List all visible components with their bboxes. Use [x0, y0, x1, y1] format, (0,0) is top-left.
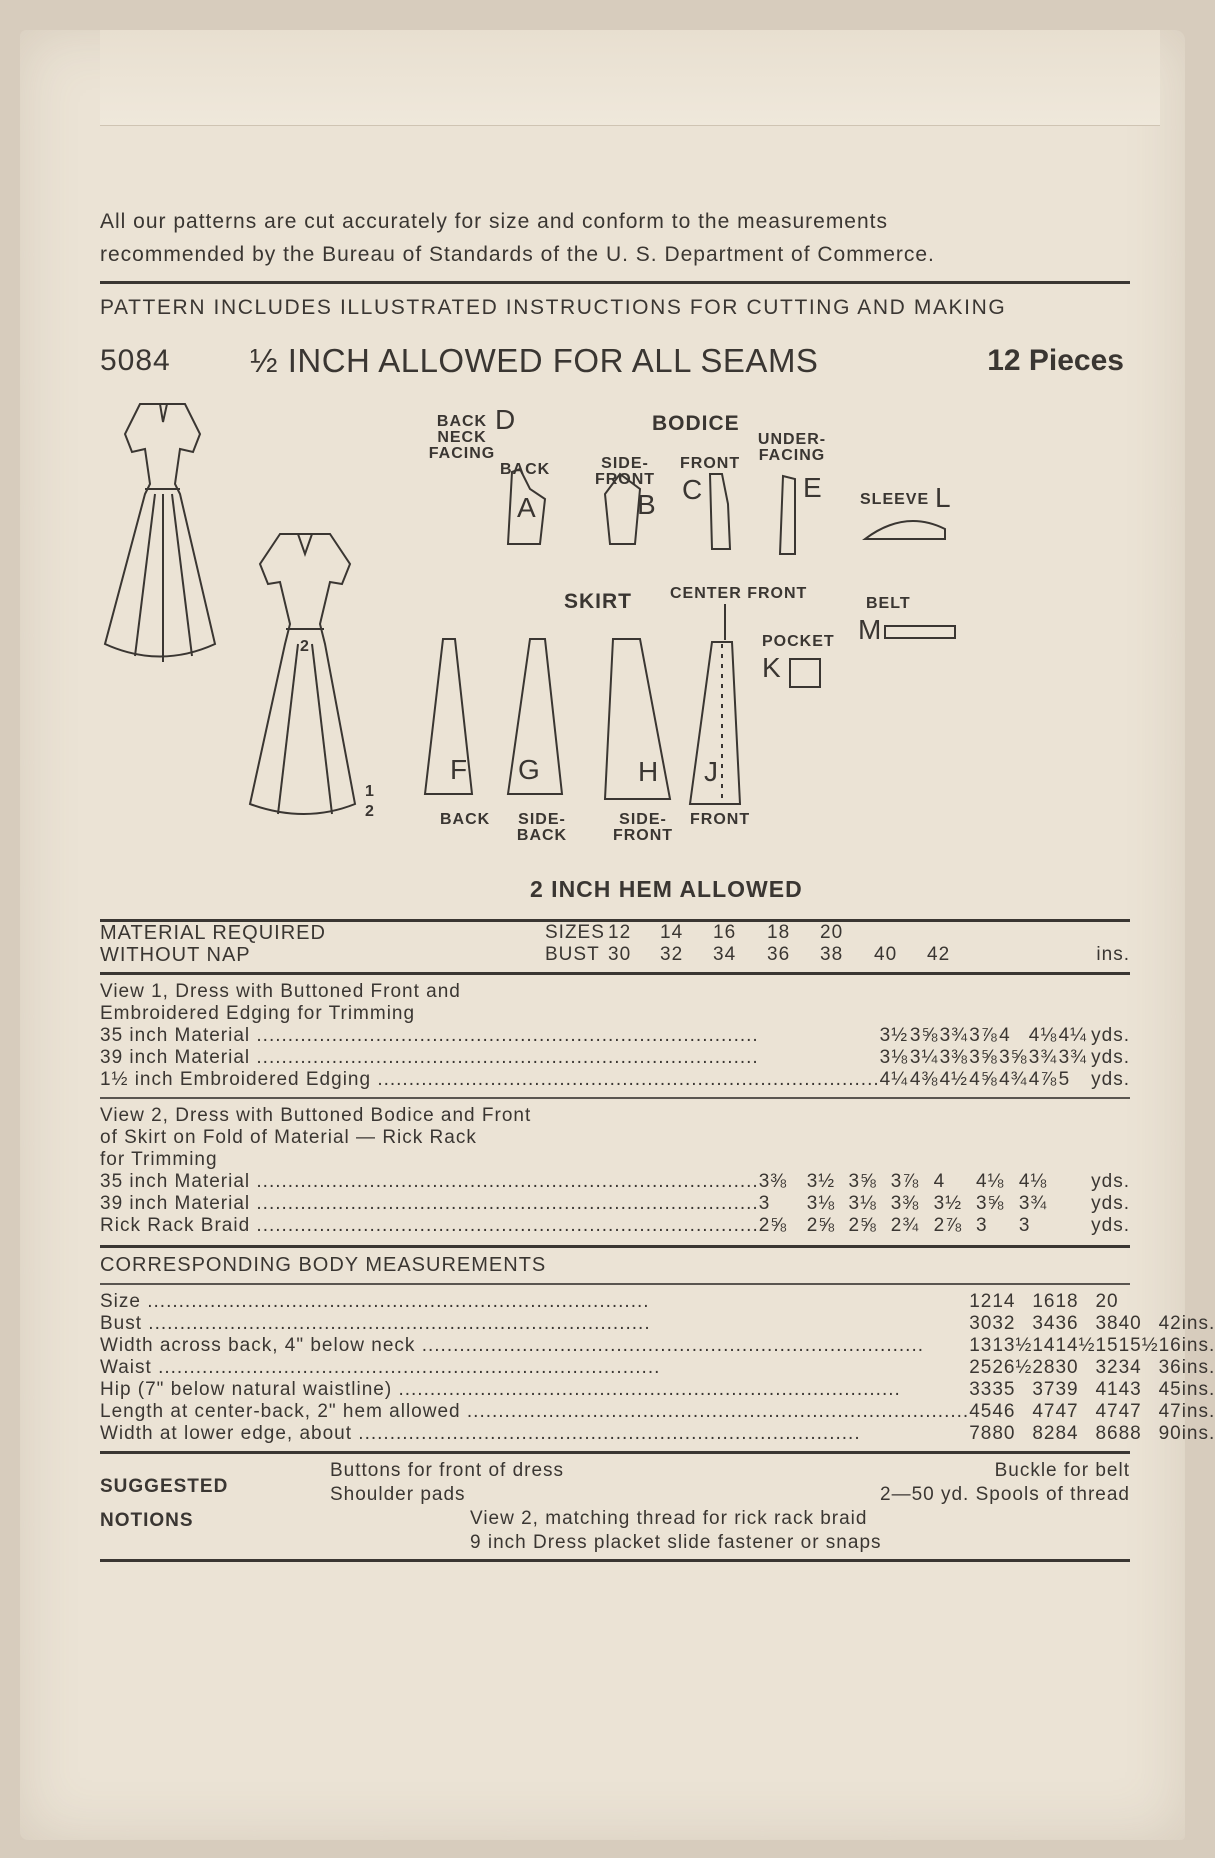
bust-34: 34: [713, 944, 737, 965]
skirt-back-letter: F: [450, 754, 468, 785]
unit-cell: ins.: [1181, 1335, 1215, 1356]
value-cell: 3¾: [1028, 1047, 1058, 1068]
unit-cell: yds.: [1091, 1193, 1130, 1214]
row-label: Bust ................................................................................: [100, 1313, 651, 1334]
unit-cell: yds.: [1091, 1025, 1130, 1046]
unit-cell: ins.: [1181, 1401, 1215, 1422]
view1-desc-line-1: View 1, Dress with Buttoned Front and: [100, 981, 461, 1002]
material-title-2: WITHOUT NAP: [100, 944, 251, 966]
view1-material-table: [100, 1025, 1130, 1091]
value-cell: 4⅛: [975, 1171, 1005, 1192]
measurement-row: [100, 1423, 1215, 1445]
divider: [100, 972, 1130, 975]
value-cell: 82: [1032, 1423, 1056, 1444]
dress-view-1-figure: [250, 534, 355, 814]
material-row: [100, 1171, 1130, 1193]
measurement-row: [100, 1335, 1215, 1357]
value-cell: 4: [933, 1171, 946, 1192]
unit-cell: ins.: [1181, 1357, 1215, 1378]
value-cell: 30: [1055, 1357, 1079, 1378]
value-cell: 2⅝: [848, 1215, 877, 1236]
unit-cell: [1182, 1291, 1215, 1313]
measurement-row: [100, 1401, 1215, 1423]
value-cell: 32: [1095, 1357, 1119, 1378]
view2-description: [100, 1105, 1130, 1171]
measurement-row: [100, 1357, 1215, 1379]
value-cell: 40: [1118, 1313, 1142, 1334]
value-cell: [1119, 1291, 1159, 1313]
value-12: 33: [969, 1379, 993, 1400]
value-cell: 4¼: [1058, 1025, 1087, 1046]
row-label: Size ................................................................................: [100, 1291, 650, 1312]
bust-42: 42: [927, 944, 951, 965]
value-cell: 14½: [1055, 1335, 1096, 1356]
divider: [100, 1245, 1130, 1248]
underfacing-label: UNDER- FACING: [757, 431, 827, 464]
skirt-label: SKIRT: [564, 590, 632, 613]
pocket-piece: [790, 659, 820, 687]
value-12: 30: [969, 1313, 993, 1334]
size-12: 12: [608, 922, 632, 943]
material-row: [100, 1069, 1130, 1091]
view2-desc-line-3: for Trimming: [100, 1149, 218, 1170]
notion-thread-spools: 2—50 yd. Spools of thread: [880, 1484, 1130, 1505]
value-cell: 43: [1118, 1379, 1142, 1400]
unit-cell: yds.: [1091, 1171, 1130, 1192]
value-cell: 47: [1095, 1401, 1119, 1422]
suggested-notions: [100, 1454, 1130, 1559]
value-cell: 2⅞: [933, 1215, 963, 1236]
divider: [100, 281, 1130, 284]
dress-view-2-figure: [105, 404, 215, 662]
notion-fastener: 9 inch Dress placket slide fastener or snaps: [470, 1532, 882, 1553]
value-12: 3⅛: [879, 1047, 909, 1068]
intro-line-1: All our patterns are cut accurately for size and conform to the measurements: [100, 210, 889, 233]
value-cell: 45: [1158, 1379, 1182, 1400]
value-cell: 36: [1055, 1313, 1079, 1334]
sleeve-piece: [865, 521, 945, 539]
pattern-number: 5084: [100, 344, 171, 377]
value-cell: 3⅝: [848, 1171, 877, 1192]
unit-cell: ins.: [1181, 1313, 1215, 1334]
skirt-front-label: FRONT: [690, 811, 751, 828]
row-label: 35 inch Material ................................................................................: [100, 1171, 759, 1192]
value-cell: 16: [1158, 1335, 1182, 1356]
row-label: Rick Rack Braid ................................................................................: [100, 1215, 759, 1236]
body-measurements-table: [100, 1291, 1215, 1445]
size-20: 20: [820, 922, 844, 943]
value-12: 3: [758, 1193, 771, 1214]
value-cell: 26½: [992, 1357, 1033, 1378]
value-12: 12: [969, 1291, 993, 1312]
value-cell: 4⅞: [1028, 1069, 1058, 1090]
notions-title-2: NOTIONS: [100, 1510, 194, 1531]
sizes-label: SIZES: [545, 922, 605, 943]
skirt-back-label: BACK: [440, 811, 491, 828]
value-12: 78: [969, 1423, 993, 1444]
value-12: 45: [969, 1401, 993, 1422]
pocket-letter: K: [762, 652, 781, 683]
back-letter: A: [517, 492, 536, 523]
notion-shoulder-pads: Shoulder pads: [330, 1484, 466, 1505]
notion-buttons: Buttons for front of dress: [330, 1460, 565, 1481]
includes-line: PATTERN INCLUDES ILLUSTRATED INSTRUCTIONS FOR CUTTING AND MAKING: [100, 296, 1007, 319]
value-cell: 3⅞: [890, 1171, 920, 1192]
row-label: Hip (7" below natural waistline) ................................................................................: [100, 1379, 901, 1400]
measurement-row: [100, 1379, 1215, 1401]
value-cell: 2¾: [890, 1215, 920, 1236]
seam-allowance: ½ INCH ALLOWED FOR ALL SEAMS: [250, 342, 819, 379]
view1-desc-line-2: Embroidered Edging for Trimming: [100, 1003, 416, 1024]
divider: [100, 1283, 1130, 1285]
skirt-front-letter: J: [704, 756, 718, 787]
bust-40: 40: [874, 944, 898, 965]
size-18: 18: [767, 922, 791, 943]
value-12: 2⅝: [758, 1215, 788, 1236]
value-cell: 34: [1118, 1357, 1142, 1378]
measurement-row: [100, 1313, 1215, 1335]
view-label-2-top: 2: [300, 638, 310, 655]
value-cell: 16: [1032, 1291, 1056, 1312]
material-title-1: MATERIAL REQUIRED: [100, 922, 326, 944]
value-cell: 4⅝: [969, 1069, 998, 1090]
value-cell: 18: [1055, 1291, 1079, 1312]
belt-label: BELT: [866, 595, 911, 612]
value-cell: 14: [992, 1291, 1016, 1312]
size-14: 14: [660, 922, 684, 943]
view1-description: [100, 981, 1130, 1025]
value-cell: 46: [992, 1401, 1016, 1422]
front-piece: [710, 474, 730, 549]
value-cell: 38: [1095, 1313, 1119, 1334]
piece-count: 12 Pieces: [987, 344, 1124, 377]
value-cell: 5: [1058, 1069, 1071, 1090]
value-cell: 84: [1055, 1423, 1079, 1444]
center-front-label: CENTER FRONT: [670, 585, 808, 602]
value-cell: 3¼: [909, 1047, 939, 1068]
value-cell: 47: [1118, 1401, 1142, 1422]
value-12: 25: [969, 1357, 993, 1378]
material-row: [100, 1193, 1130, 1215]
belt-piece: [885, 626, 955, 638]
underfacing-letter: E: [803, 472, 822, 503]
value-cell: 3⅛: [806, 1193, 836, 1214]
intro-line-2: recommended by the Bureau of Standards of the U. S. Department of Commerce.: [100, 243, 935, 266]
bust-label: BUST: [545, 944, 600, 965]
sleeve-letter: L: [935, 482, 951, 513]
bodice-label: BODICE: [652, 412, 740, 435]
side-front-letter: B: [637, 489, 656, 520]
value-cell: 14: [1032, 1335, 1056, 1356]
value-cell: 20: [1095, 1291, 1119, 1312]
value-cell: 3¾: [1018, 1193, 1048, 1214]
unit-cell: yds.: [1091, 1215, 1130, 1236]
value-cell: 39: [1055, 1379, 1079, 1400]
value-cell: 3⅜: [890, 1193, 920, 1214]
hem-allowance: 2 INCH HEM ALLOWED: [530, 876, 803, 902]
row-label: Width across back, 4" below neck ................................................................................: [100, 1335, 925, 1356]
value-cell: 47: [1055, 1401, 1079, 1422]
material-row: [100, 1047, 1130, 1069]
value-cell: 4½: [939, 1069, 968, 1090]
value-cell: 3½: [806, 1171, 836, 1192]
value-cell: 41: [1095, 1379, 1119, 1400]
sleeve-label: SLEEVE: [860, 491, 930, 508]
value-cell: 15: [1095, 1335, 1119, 1356]
value-12: 13: [969, 1335, 993, 1356]
bust-38: 38: [820, 944, 844, 965]
value-cell: 3: [1018, 1215, 1031, 1236]
value-cell: 35: [992, 1379, 1016, 1400]
value-cell: 3⅝: [999, 1047, 1028, 1068]
row-label: Length at center-back, 2" hem allowed ................................................................................: [100, 1401, 970, 1422]
value-12: 4¼: [879, 1069, 909, 1090]
value-cell: 3⅞: [969, 1025, 998, 1046]
bust-30: 30: [608, 944, 632, 965]
value-cell: 4⅛: [1028, 1025, 1058, 1046]
front-letter: C: [682, 474, 703, 505]
skirt-side-front-letter: H: [638, 756, 659, 787]
skirt-side-back-label: SIDE- BACK: [516, 811, 568, 844]
notions-title-1: SUGGESTED: [100, 1476, 229, 1497]
value-12: 3⅜: [758, 1171, 788, 1192]
view2-material-table: [100, 1171, 1130, 1237]
view-label-1: 1: [365, 783, 375, 800]
view-label-2: 2: [365, 803, 375, 820]
value-cell: 88: [1118, 1423, 1142, 1444]
value-12: 3½: [879, 1025, 909, 1046]
value-cell: 47: [1032, 1401, 1056, 1422]
value-cell: 13½: [992, 1335, 1033, 1356]
intro-text: [100, 205, 1130, 271]
envelope-content: [100, 205, 1215, 1562]
pattern-envelope: [20, 30, 1215, 1840]
material-row: [100, 1215, 1130, 1237]
value-cell: 3⅝: [969, 1047, 998, 1068]
value-cell: 32: [992, 1313, 1016, 1334]
pattern-header: [100, 334, 1130, 394]
value-cell: 3⅝: [975, 1193, 1005, 1214]
value-cell: 3¾: [939, 1025, 968, 1046]
row-label: Waist ................................................................................: [100, 1357, 661, 1378]
value-cell: 34: [1032, 1313, 1056, 1334]
value-cell: 80: [992, 1423, 1016, 1444]
value-cell: 42: [1158, 1313, 1182, 1334]
row-label: 1½ inch Embroidered Edging ................................................................................: [100, 1069, 880, 1090]
underfacing-piece: [780, 476, 795, 554]
value-cell: 4¾: [999, 1069, 1028, 1090]
unit-cell: ins.: [1181, 1379, 1215, 1400]
value-cell: 90: [1158, 1423, 1182, 1444]
value-cell: 2⅝: [806, 1215, 836, 1236]
front-label: FRONT: [680, 455, 741, 472]
row-label: 35 inch Material ................................................................................: [100, 1025, 759, 1046]
side-front-label: SIDE- FRONT: [594, 455, 656, 488]
value-cell: 28: [1032, 1357, 1056, 1378]
value-cell: 3⅛: [848, 1193, 877, 1214]
value-cell: 3½: [933, 1193, 963, 1214]
pocket-label: POCKET: [762, 633, 835, 650]
row-label: Width at lower edge, about ................................................................................: [100, 1423, 861, 1444]
bust-36: 36: [767, 944, 791, 965]
bust-32: 32: [660, 944, 684, 965]
belt-letter: M: [858, 614, 882, 645]
value-cell: 3: [975, 1215, 988, 1236]
skirt-side-front-label: SIDE- FRONT: [612, 811, 674, 844]
back-label: BACK: [500, 461, 551, 478]
skirt-side-back-letter: G: [518, 754, 540, 785]
value-cell: 3⅝: [909, 1025, 939, 1046]
divider: [100, 1559, 1130, 1562]
back-neck-facing-letter: D: [495, 404, 516, 435]
value-cell: 3¾: [1058, 1047, 1087, 1068]
unit-cell: yds.: [1091, 1047, 1130, 1068]
view2-desc-line-1: View 2, Dress with Buttoned Bodice and Front: [100, 1105, 532, 1126]
value-cell: 15½: [1118, 1335, 1159, 1356]
value-cell: 4: [999, 1025, 1011, 1046]
value-cell: 47: [1158, 1401, 1182, 1422]
envelope-flap: [100, 30, 1160, 126]
value-cell: 4⅜: [909, 1069, 939, 1090]
unit-cell: yds.: [1091, 1069, 1130, 1090]
view2-desc-line-2: of Skirt on Fold of Material — Rick Rack: [100, 1127, 477, 1148]
bust-unit: ins.: [1096, 944, 1130, 965]
row-label: 39 inch Material ................................................................................: [100, 1047, 759, 1068]
row-label: 39 inch Material ................................................................................: [100, 1193, 759, 1214]
unit-cell: ins.: [1181, 1423, 1215, 1444]
value-cell: [1159, 1291, 1182, 1313]
notion-matching-thread: View 2, matching thread for rick rack braid: [470, 1508, 868, 1529]
value-cell: 37: [1032, 1379, 1056, 1400]
measurement-row: [100, 1291, 1215, 1313]
value-cell: 36: [1158, 1357, 1182, 1378]
value-cell: 86: [1095, 1423, 1119, 1444]
material-header-table: [100, 922, 1130, 966]
divider: [100, 1097, 1130, 1099]
value-cell: 3⅜: [939, 1047, 968, 1068]
body-measurements-title: CORRESPONDING BODY MEASUREMENTS: [100, 1254, 547, 1276]
back-neck-facing-label: BACK NECK FACING: [428, 413, 496, 462]
material-row: [100, 1025, 1130, 1047]
pattern-illustration: [100, 394, 1130, 909]
notion-buckle: Buckle for belt: [994, 1460, 1130, 1481]
size-16: 16: [713, 922, 737, 943]
value-cell: 4⅛: [1018, 1171, 1048, 1192]
